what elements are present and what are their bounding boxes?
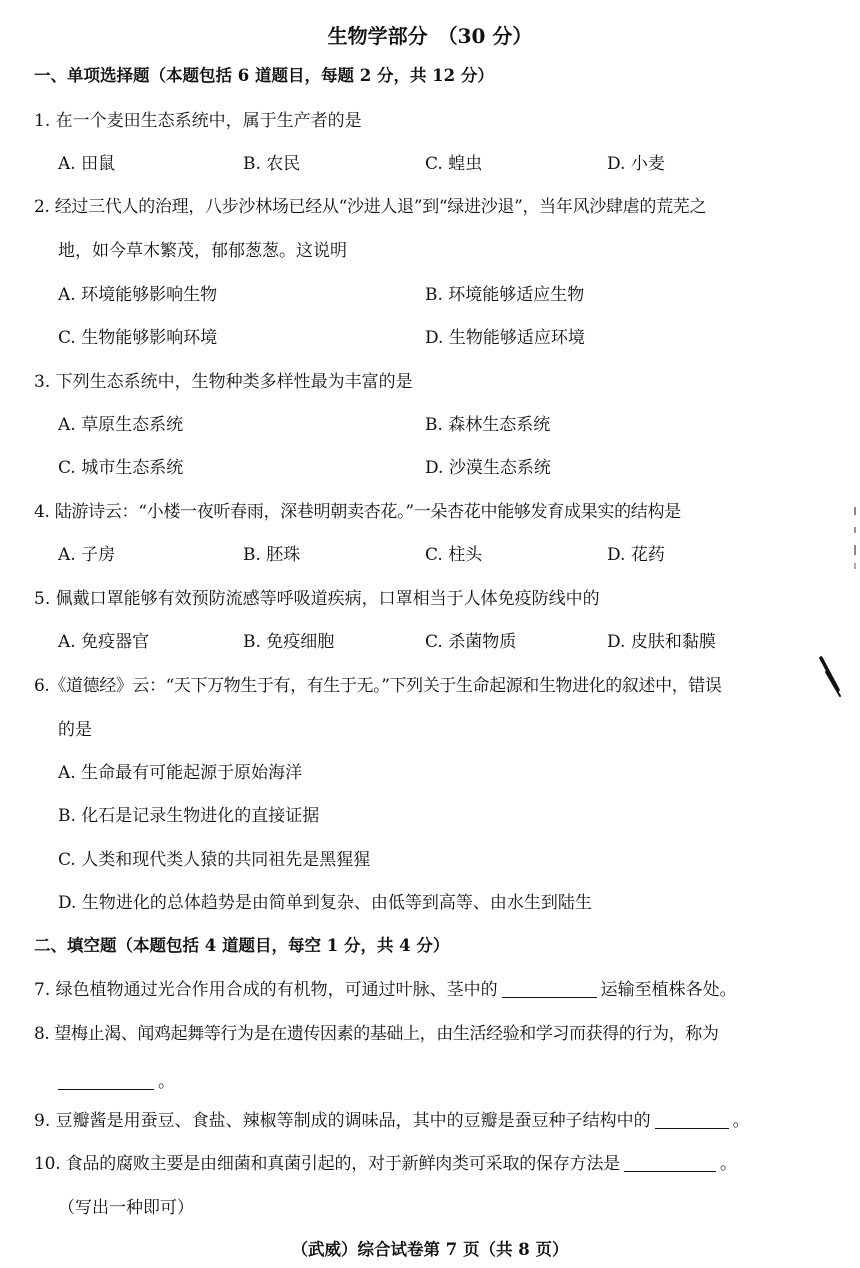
question-2-option-a: A. 环境能够影响生物 (58, 285, 218, 305)
question-1-option-c: C. 蝗虫 (425, 154, 483, 174)
section-heading-fill-in: 二、填空题（本题包括 4 道题目，每空 1 分，共 4 分） (34, 936, 450, 955)
question-10 (34, 1149, 737, 1174)
question-3-option-d: D. 沙漠生态系统 (425, 458, 551, 478)
question-5-option-d: D. 皮肤和黏膜 (607, 632, 716, 652)
question-3-option-b: B. 森林生态系统 (425, 415, 551, 435)
question-9-text: 9. 豆瓣酱是用蚕豆、食盐、辣椒等制成的调味品，其中的豆瓣是蚕豆种子结构中的 (34, 1111, 651, 1131)
question-10-text: 10. 食品的腐败主要是由细菌和真菌引起的，对于新鲜肉类可采取的保存方法是 (34, 1154, 621, 1174)
question-10-note: （写出一种即可） (58, 1198, 194, 1218)
question-2-option-d: D. 生物能够适应环境 (425, 328, 585, 348)
question-4-option-b: B. 胚珠 (243, 545, 301, 565)
question-9-answer-blank (655, 1127, 729, 1129)
question-3-option-c: C. 城市生态系统 (58, 458, 184, 478)
question-8-stem: 8. 望梅止渴、闻鸡起舞等行为是在遗传因素的基础上，由生活经验和学习而获得的行为，称为 (34, 1024, 719, 1044)
question-6-option-c: C. 人类和现代类人猿的共同祖先是黑猩猩 (58, 850, 371, 870)
question-4-stem: 4. 陆游诗云：“小楼一夜听春雨，深巷明朝卖杏花。”一朵杏花中能够发育成果实的结构是 (34, 502, 681, 522)
question-4-option-a: A. 子房 (58, 545, 116, 565)
question-9 (34, 1106, 750, 1131)
question-7-text-before: 7. 绿色植物通过光合作用合成的有机物，可通过叶脉、茎中的 (34, 980, 498, 1000)
question-7-answer-blank (502, 996, 597, 998)
question-5-option-c: C. 杀菌物质 (425, 632, 517, 652)
question-2-option-c: C. 生物能够影响环境 (58, 328, 218, 348)
question-2-stem-line2: 地，如今草木繁茂，郁郁葱葱。这说明 (58, 241, 347, 261)
page-title: 生物学部分 （30 分） (327, 24, 533, 48)
question-5-option-b: B. 免疫细胞 (243, 632, 335, 652)
question-1-stem: 1. 在一个麦田生态系统中，属于生产者的是 (34, 111, 362, 131)
question-1-option-b: B. 农民 (243, 154, 301, 174)
question-4-option-c: C. 柱头 (425, 545, 483, 565)
question-6-stem-line1: 6.《道德经》云：“天下万物生于有，有生于无。”下列关于生命起源和生物进化的叙述中，错误 (34, 676, 722, 696)
question-10-answer-blank (624, 1170, 716, 1172)
question-7-text-after: 运输至植株各处。 (600, 980, 737, 1000)
question-1-option-a: A. 田鼠 (58, 154, 116, 174)
page-footer: （武威）综合试卷第 7 页（共 8 页） (291, 1240, 569, 1259)
pen-mark (818, 656, 842, 698)
question-6-option-d: D. 生物进化的总体趋势是由简单到复杂、由低等到高等、由水生到陆生 (58, 893, 592, 913)
question-6-option-a: A. 生命最有可能起源于原始海洋 (58, 763, 303, 783)
section-heading-multiple-choice: 一、单项选择题（本题包括 6 道题目，每题 2 分，共 12 分） (34, 66, 494, 85)
question-3-stem: 3. 下列生态系统中，生物种类多样性最为丰富的是 (34, 372, 413, 392)
question-3-option-a: A. 草原生态系统 (58, 415, 184, 435)
question-1-option-d: D. 小麦 (607, 154, 665, 174)
question-6-stem-line2: 的是 (58, 720, 92, 740)
question-5-option-a: A. 免疫器官 (58, 632, 150, 652)
question-6-option-b: B. 化石是记录生物进化的直接证据 (58, 806, 320, 826)
question-7 (34, 975, 737, 1000)
question-8-answer-blank (58, 1088, 154, 1090)
question-2-option-b: B. 环境能够适应生物 (425, 285, 585, 305)
question-10-end: 。 (720, 1154, 737, 1174)
question-8-end: 。 (158, 1072, 175, 1092)
question-2-stem-line1: 2. 经过三代人的治理，八步沙林场已经从“沙进人退”到“绿进沙退”，当年风沙肆虐的荒芜之 (34, 197, 707, 217)
question-4-option-d: D. 花药 (607, 545, 665, 565)
scan-edge-marks (852, 505, 858, 575)
question-8-answer-line (58, 1067, 175, 1092)
question-5-stem: 5. 佩戴口罩能够有效预防流感等呼吸道疾病，口罩相当于人体免疫防线中的 (34, 589, 600, 609)
question-9-end: 。 (732, 1111, 750, 1131)
